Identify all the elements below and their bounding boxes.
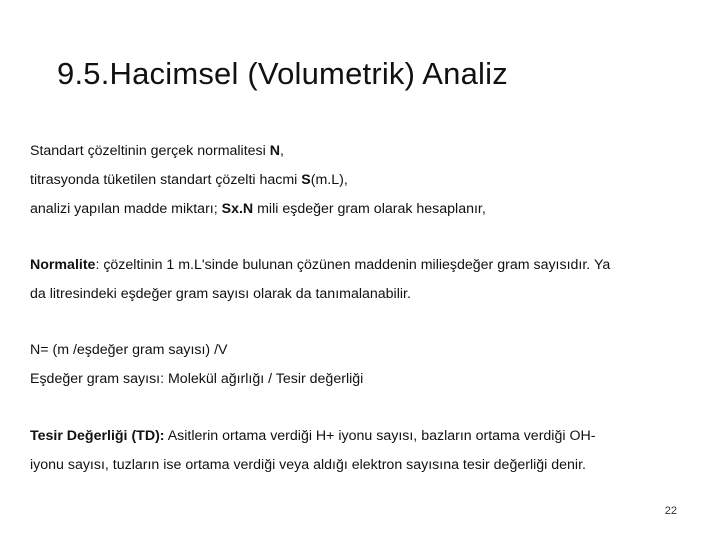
text-span: titrasyonda tüketilen standart çözelti hacmi [30,172,302,188]
text-line-5 [30,284,411,304]
text-line-9 [30,455,586,475]
bold-term-normalite: Normalite [30,257,96,273]
bold-term-sxn: Sx.N [221,201,254,217]
text-span: , [279,143,284,159]
page-number: 22 [664,505,677,517]
text-span: da litresindeki eşdeğer gram sayısı olarak da tanımalanabilir. [30,286,411,302]
text-span: mili eşdeğer gram olarak hesaplanır, [253,201,486,217]
text-span: : çözeltinin 1 m.L'sinde bulunan çözünen maddenin milieşdeğer gram sayısıdır. Ya [95,257,611,273]
text-span: N= (m /eşdeğer gram sayısı) /V [30,342,228,358]
text-span: Eşdeğer gram sayısı: Molekül ağırlığı / Tesir değerliği [30,371,364,387]
bold-term-s: S [301,172,311,188]
text-span: analizi yapılan madde miktarı; [30,201,222,217]
text-span: (m.L), [310,172,348,188]
formula-line [30,340,228,360]
definition-line [30,369,363,389]
text-line-3 [30,199,486,219]
bold-term-tesir-degerligi: Tesir Değerliği (TD): [30,428,165,444]
text-line-8 [30,426,595,446]
text-span: Asitlerin ortama verdiği H+ iyonu sayısı, bazların ortama verdiği OH- [164,428,596,444]
text-line-2 [30,170,348,190]
text-line-4 [30,255,610,275]
text-span: iyonu sayısı, tuzların ise ortama verdiği veya aldığı elektron sayısına tesir değerliği denir. [30,457,586,473]
slide-title: 9.5.Hacimsel (Volumetrik) Analiz [57,56,508,91]
text-span: Standart çözeltinin gerçek normalitesi [30,143,270,159]
bold-term-n: N [269,143,280,159]
text-line-1 [30,141,284,161]
